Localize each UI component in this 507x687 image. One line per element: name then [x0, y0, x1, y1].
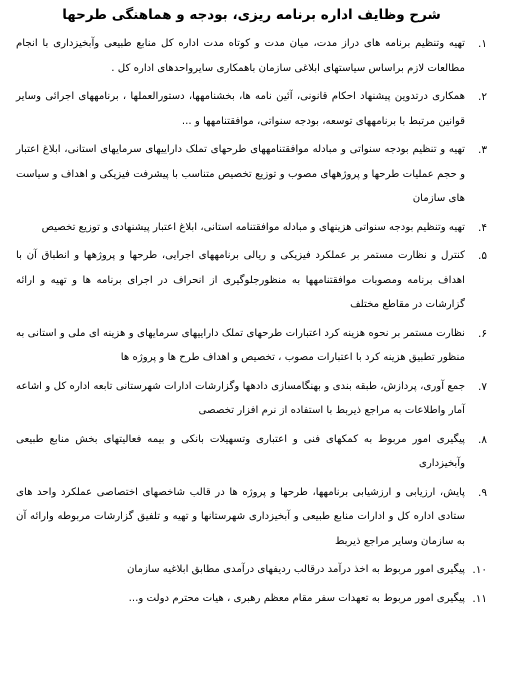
list-item [16, 558, 487, 583]
list-item-text: پایش، ارزیابی و ارزشیابی برنامهها، طرحها و پروژه ها در قالب شاخصهای اختصاصی عملکرد واحد های ستادی اداره کل و ادارات منابع طبیعی و آبخیزداری شهرستانها و تهیه و تلفیق گزارشات مربوطه وارائه آن به سازمان وسایر مراجع ذیربط [16, 486, 465, 547]
list-item-number: ۹. [478, 486, 487, 499]
duties-list [16, 32, 487, 611]
list-item-number: ۱. [478, 38, 487, 50]
list-item-number: ۴. [478, 221, 487, 234]
list-item-number: ۳. [478, 144, 487, 156]
list-item-text: پیگیری امور مربوط به اخذ درآمد درقالب ردیفهای درآمدی مطابق ابلاغیه سازمان [126, 564, 465, 575]
list-item-number: ۵. [478, 250, 487, 262]
list-item-number: ۷. [478, 380, 487, 393]
list-item [16, 587, 487, 612]
list-item-text: تهیه و تنظیم بودجه سنواتی و مبادله موافقتنامههای طرحهای تملک داراییهای سرمایهای استانی، ابلاغ اعتبار و حجم عملیات طرحها و پروژههای مصوب و توزیع تخصیص متناسب با پیشرفت فیزیکی و اهداف و سیاست های سازمان [16, 144, 465, 204]
list-item-text: همکاری درتدوین پیشنهاد احکام قانونی، آئین نامه ها، بخشنامهها، دستورالعملها ، برنامههای اجرائی وسایر قوانین مرتبط با برنامههای توسعه، بودجه سنواتی، موافقتنامهها و ... [16, 91, 465, 127]
list-item-text: تهیه وتنظیم برنامه های دراز مدت، میان مدت و کوتاه مدت اداره کل منابع طبیعی وآبخیزداری با انجام مطالعات لازم براساس سیاستهای ابلاغی سازمان باهمکاری سایرواحدهای اداره کل . [16, 38, 465, 74]
list-item [16, 138, 487, 212]
list-item-text: پیگیری امور مربوط به تعهدات سفر مقام معظم رهبری ، هیات محترم دولت و... [128, 592, 465, 604]
list-item-number: ۱۰. [472, 564, 487, 576]
list-item-text: تهیه وتنظیم بودجه سنواتی هزینهای و مبادله موافقتنامه استانی، ابلاغ اعتبار پیشنهادی و توزیع تخصیص [41, 221, 465, 233]
list-item [16, 481, 487, 555]
list-item-text: جمع آوری، پردازش، طبقه بندی و بهنگامسازی دادهها وگزارشات ادارات شهرستانی تابعه اداره کل و اشاعه آمار واطلاعات به مراجع ذیربط با استفاده از نرم افزار تخصصی [16, 380, 465, 416]
list-item-text: نظارت مستمر بر نحوه هزینه کرد اعتبارات طرحهای تملک داراییهای سرمایهای و هزینه ای ملی و استانی به منظور تطبیق هزینه کرد با اعتبارات مصوب ، تخصیص و اهداف طرح ها و پروژه ها [16, 327, 465, 363]
list-item [16, 428, 487, 477]
list-item [16, 244, 487, 318]
list-item [16, 322, 487, 371]
list-item-text: کنترل و نظارت مستمر بر عملکرد فیزیکی و ریالی برنامههای اجرایی، طرحها و پروژهها و انطباق آن با اهداف برنامه ومصوبات موافقتنامهها به منظورجلوگیری از انحراف در اجرای برنامه ها و تهیه و ارائه گزارشات در مقاطع مختلف [16, 250, 465, 310]
list-item [16, 32, 487, 81]
list-item-number: ۶. [478, 327, 487, 340]
list-item [16, 85, 487, 134]
list-item [16, 216, 487, 241]
list-item-text: پیگیری امور مربوط به کمکهای فنی و اعتباری وتسهیلات بانکی و بیمه فعالیتهای بخش منابع طبیعی وآبخیزداری [16, 433, 465, 469]
list-item [16, 375, 487, 424]
list-item-number: ۱۱. [472, 592, 487, 605]
document-title: شرح وظایف اداره برنامه ریزی، بودجه و هماهنگی طرحها [62, 7, 441, 23]
list-item-number: ۲. [478, 91, 487, 103]
list-item-number: ۸. [478, 433, 487, 446]
